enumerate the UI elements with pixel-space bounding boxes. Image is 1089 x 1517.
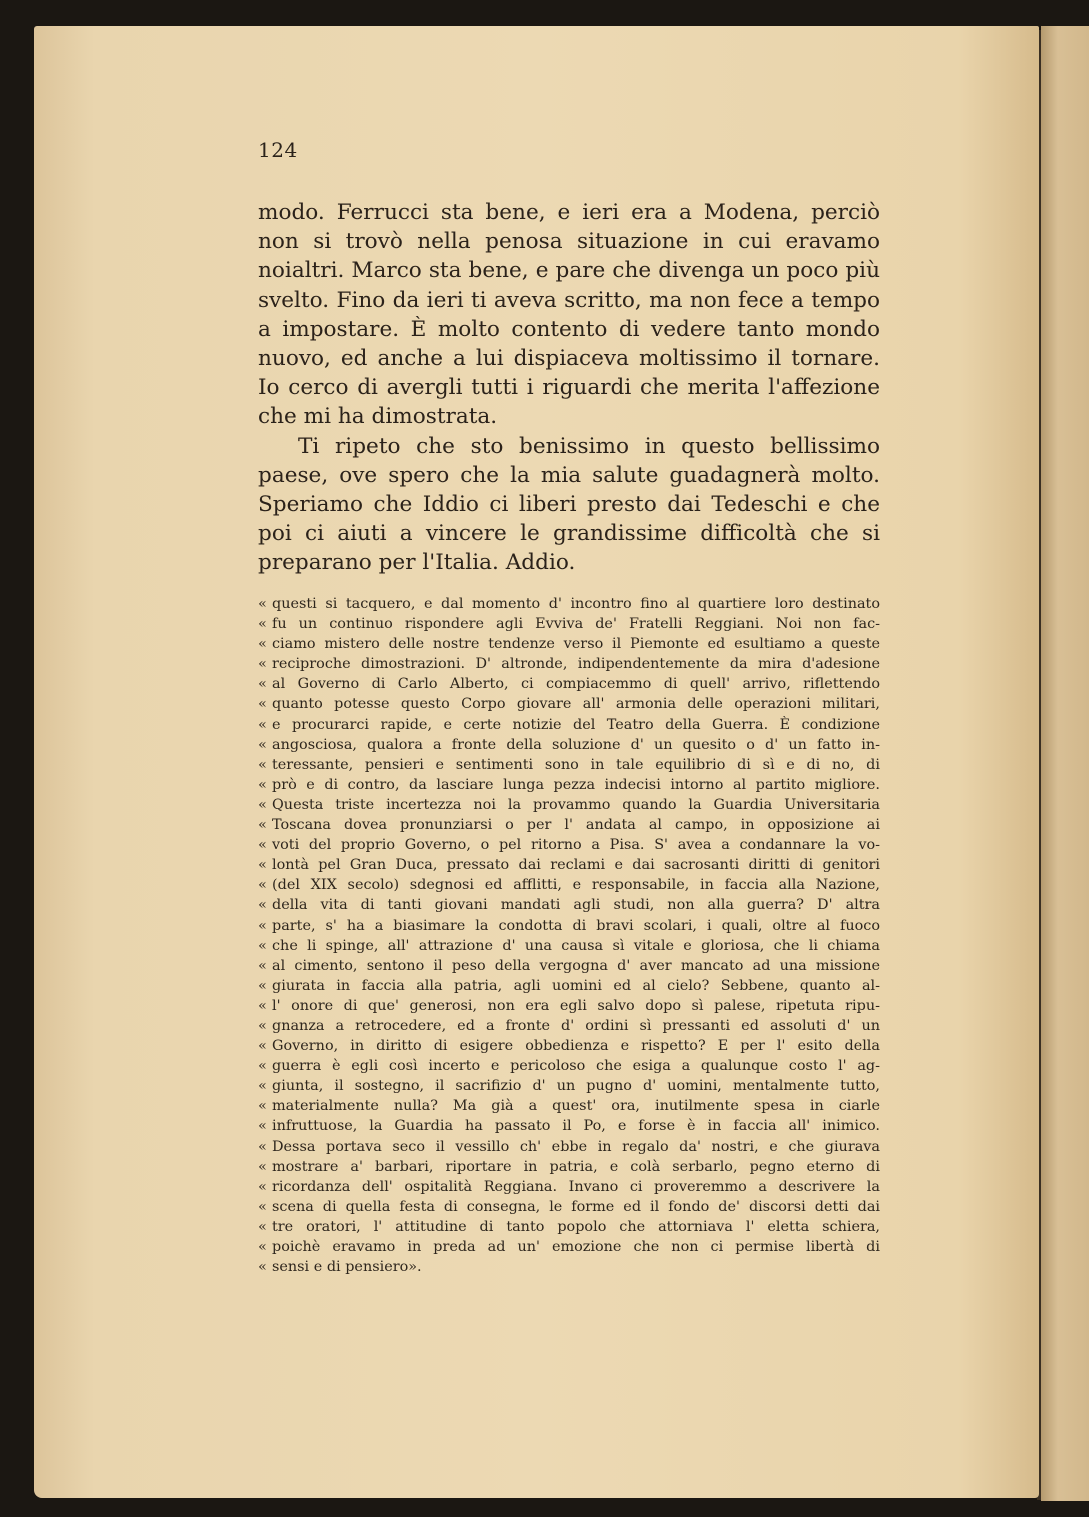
quote-line-text: al Governo di Carlo Alberto, ci compiacemmo di quell' arrivo, riflettendo bbox=[272, 676, 880, 693]
quote-line-text: sensi e di pensiero». bbox=[272, 1259, 422, 1276]
quote-line-text: fu un continuo rispondere agli Evviva de' Fratelli Reggiani. Noi non fac- bbox=[272, 616, 880, 633]
quote-line bbox=[258, 1177, 880, 1197]
quote-line bbox=[258, 634, 880, 654]
quote-mark: « bbox=[258, 616, 267, 633]
quote-line bbox=[258, 815, 880, 835]
quote-mark: « bbox=[258, 656, 267, 673]
quote-line bbox=[258, 1137, 880, 1157]
quote-line-text: della vita di tanti giovani mandati agli studi, non alla guerra? D' altra bbox=[272, 897, 880, 914]
quote-mark: « bbox=[258, 1259, 267, 1276]
quote-line-text: lontà pel Gran Duca, pressato dai reclami e dai sacrosanti diritti di genitori bbox=[272, 857, 880, 874]
quote-line bbox=[258, 835, 880, 855]
quote-line-text: mostrare a' barbari, riportare in patria, e colà serbarlo, pegno eterno di bbox=[272, 1158, 880, 1175]
quote-line bbox=[258, 855, 880, 875]
quote-line bbox=[258, 1036, 880, 1056]
quote-line bbox=[258, 694, 880, 714]
quote-line bbox=[258, 614, 880, 634]
next-page-edge bbox=[1041, 26, 1089, 1501]
quoted-passage bbox=[258, 594, 880, 1277]
quote-mark: « bbox=[258, 917, 267, 934]
quote-mark: « bbox=[258, 1038, 267, 1055]
quote-mark: « bbox=[258, 957, 267, 974]
quote-line bbox=[258, 976, 880, 996]
quote-line-text: materialmente nulla? Ma già a quest' ora, inutilmente spesa in ciarle bbox=[272, 1098, 880, 1115]
quote-line-text: questi si tacquero, e dal momento d' incontro fino al quartiere loro destinato bbox=[272, 596, 880, 612]
quote-mark: « bbox=[258, 1098, 267, 1115]
quote-mark: « bbox=[258, 696, 267, 713]
quote-line bbox=[258, 916, 880, 936]
quote-line-text: guerra è egli così incerto e pericoloso che esiga a qualunque costo l' ag- bbox=[272, 1058, 880, 1075]
quote-line bbox=[258, 775, 880, 795]
quote-line-text: tre oratori, l' attitudine di tanto popolo che attorniava l' eletta schiera, bbox=[272, 1218, 880, 1235]
quote-line-text: giunta, il sostegno, il sacrifizio d' un pugno d' uomini, mentalmente tutto, bbox=[272, 1078, 880, 1095]
quote-line bbox=[258, 755, 880, 775]
quote-mark: « bbox=[258, 1239, 267, 1255]
quote-line-text: giurata in faccia alla patria, agli uomini ed al cielo? Sebbene, quanto al- bbox=[272, 977, 880, 994]
letter-paragraph-1: modo. Ferrucci sta bene, e ieri era a Modena, perciò non si trovò nella penosa situazione in cui eravamo noialtri. Marco sta bene, e pare che divenga un poco più svelto. Fino da ieri ti aveva scritto, ma non fece a tempo a impostare. È molto contento di vedere tanto mondo nuovo, ed anche a lui dispiaceva moltissimo il tornare. Io cerco di avergli tutti i riguardi che merita l'affezione che mi ha dimostrata. bbox=[258, 200, 880, 430]
quote-mark: « bbox=[258, 756, 267, 773]
quote-mark: « bbox=[258, 837, 267, 854]
quote-line-text: che li spinge, all' attrazione d' una causa sì vitale e gloriosa, che li chiama bbox=[272, 937, 880, 954]
quote-line-text: Governo, in diritto di esigere obbedienza e rispetto? E per l' esito della bbox=[272, 1038, 880, 1055]
quote-mark: « bbox=[258, 1078, 267, 1095]
quote-line-text: Toscana dovea pronunziarsi o per l' andata al campo, in opposizione ai bbox=[272, 817, 880, 834]
quote-line-text: teressante, pensieri e sentimenti sono in tale equilibrio di sì e di no, di bbox=[272, 756, 880, 773]
quote-line bbox=[258, 1016, 880, 1036]
quote-line-text: e procurarci rapide, e certe notizie del Teatro della Guerra. È condizione bbox=[272, 716, 880, 733]
quote-mark: « bbox=[258, 1198, 267, 1215]
letter-text bbox=[258, 198, 880, 578]
quote-line bbox=[258, 1197, 880, 1217]
quote-line-text: ciamo mistero delle nostre tendenze verso il Piemonte ed esultiamo a queste bbox=[272, 636, 880, 653]
quote-mark: « bbox=[258, 1218, 267, 1235]
page-number: 124 bbox=[258, 138, 298, 162]
quote-line bbox=[258, 1157, 880, 1177]
quote-line-text: scena di quella festa di consegna, le forme ed il fondo de' discorsi detti dai bbox=[272, 1198, 880, 1215]
quote-line bbox=[258, 654, 880, 674]
quote-line-text: prò e di contro, da lasciare lunga pezza indecisi intorno al partito migliore. bbox=[272, 776, 880, 793]
quote-mark: « bbox=[258, 776, 267, 793]
quote-mark: « bbox=[258, 1017, 267, 1034]
quote-line bbox=[258, 594, 880, 614]
quote-line-text: poichè eravamo in preda ad un' emozione che non ci permise libertà di bbox=[272, 1239, 880, 1255]
quote-mark: « bbox=[258, 817, 267, 834]
quote-line bbox=[258, 1116, 880, 1136]
quote-mark: « bbox=[258, 736, 267, 753]
quote-line bbox=[258, 996, 880, 1016]
quote-line-text: l' onore di que' generosi, non era egli salvo dopo sì palese, ripetuta ripu- bbox=[272, 997, 880, 1014]
quote-mark: « bbox=[258, 1178, 267, 1195]
quote-line bbox=[258, 674, 880, 694]
quote-mark: « bbox=[258, 1118, 267, 1135]
quote-line bbox=[258, 735, 880, 755]
quote-mark: « bbox=[258, 937, 267, 954]
quote-line-text: voti del proprio Governo, o pel ritorno a Pisa. S' avea a condannare la vo- bbox=[272, 837, 880, 854]
quote-line-text: quanto potesse questo Corpo giovare all' armonia delle operazioni militari, bbox=[272, 696, 880, 713]
quote-line bbox=[258, 1096, 880, 1116]
quote-mark: « bbox=[258, 1138, 267, 1155]
quote-mark: « bbox=[258, 796, 267, 813]
quote-mark: « bbox=[258, 877, 267, 894]
letter-paragraph-2: Ti ripeto che sto benissimo in questo bellissimo paese, ove spero che la mia salute guadagnerà molto. Speriamo che Iddio ci liberi presto dai Tedeschi e che poi ci aiuti a vincere le grandissime difficoltà che si preparano per l'Italia. Addio. bbox=[258, 433, 880, 576]
quote-line-text: reciproche dimostrazioni. D' altronde, indipendentemente da mira d'adesione bbox=[272, 656, 880, 673]
quote-line bbox=[258, 1257, 880, 1277]
quote-line-text: infruttuose, la Guardia ha passato il Po, e forse è in faccia all' inimico. bbox=[272, 1118, 880, 1135]
quote-mark: « bbox=[258, 676, 267, 693]
quote-mark: « bbox=[258, 596, 267, 612]
quote-line-text: (del XIX secolo) sdegnosi ed afflitti, e responsabile, in faccia alla Nazione, bbox=[272, 877, 880, 894]
quote-line bbox=[258, 895, 880, 915]
quote-mark: « bbox=[258, 1158, 267, 1175]
quote-line bbox=[258, 875, 880, 895]
quote-mark: « bbox=[258, 897, 267, 914]
quote-line-text: parte, s' ha a biasimare la condotta di bravi scolari, i quali, oltre al fuoco bbox=[272, 917, 880, 934]
quote-mark: « bbox=[258, 857, 267, 874]
quote-line bbox=[258, 1237, 880, 1257]
quote-mark: « bbox=[258, 1058, 267, 1075]
quote-mark: « bbox=[258, 636, 267, 653]
quote-line bbox=[258, 936, 880, 956]
quote-line bbox=[258, 956, 880, 976]
quote-mark: « bbox=[258, 716, 267, 733]
quote-line bbox=[258, 795, 880, 815]
quote-mark: « bbox=[258, 977, 267, 994]
quote-line-text: gnanza a retrocedere, ed a fronte d' ordini sì pressanti ed assoluti d' un bbox=[272, 1017, 880, 1034]
quote-line-text: al cimento, sentono il peso della vergogna d' aver mancato ad una missione bbox=[272, 957, 880, 974]
quote-line bbox=[258, 1076, 880, 1096]
quote-line bbox=[258, 1217, 880, 1237]
quote-line bbox=[258, 715, 880, 735]
quote-line bbox=[258, 1056, 880, 1076]
quote-line-text: ricordanza dell' ospitalità Reggiana. Invano ci proveremmo a descrivere la bbox=[272, 1178, 880, 1195]
quote-mark: « bbox=[258, 997, 267, 1014]
quote-line-text: Questa triste incertezza noi la provammo quando la Guardia Universitaria bbox=[272, 796, 880, 813]
quote-line-text: Dessa portava seco il vessillo ch' ebbe in regalo da' nostri, e che giurava bbox=[272, 1138, 880, 1155]
quote-line-text: angosciosa, qualora a fronte della soluzione d' un quesito o d' un fatto in- bbox=[272, 736, 880, 753]
